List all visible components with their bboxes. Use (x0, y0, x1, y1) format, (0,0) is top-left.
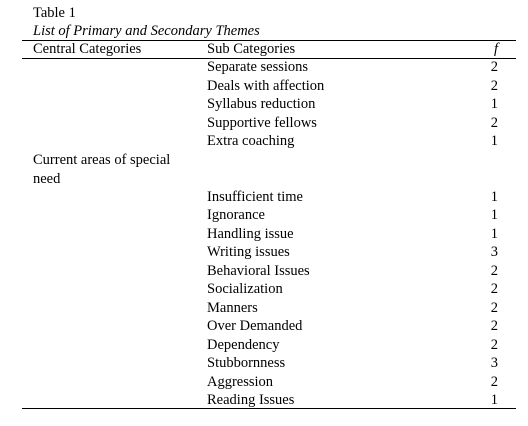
table-row (0, 391, 528, 410)
cell-sub-category: Aggression (207, 373, 274, 390)
cell-frequency: 2 (490, 299, 498, 316)
cell-frequency: 2 (490, 336, 498, 353)
table-row (0, 317, 528, 336)
table-row (0, 336, 528, 355)
cell-frequency: 2 (490, 318, 498, 334)
table-row (0, 299, 528, 318)
cell-frequency: 3 (490, 244, 498, 260)
cell-sub-category: Writing issues (207, 244, 290, 260)
table-label: Table 1 (33, 5, 76, 21)
central-category-line: Current areas of special (33, 152, 171, 168)
table-row (0, 151, 528, 170)
cell-frequency: 2 (490, 114, 498, 131)
table-row (0, 95, 528, 114)
table-bottom-rule (22, 408, 516, 409)
table-row (0, 169, 528, 188)
header-frequency: f (493, 41, 498, 57)
cell-sub-category: Supportive fellows (207, 114, 317, 131)
table-row (0, 262, 528, 281)
cell-frequency: 1 (490, 96, 498, 112)
cell-sub-category: Ignorance (207, 207, 265, 223)
table-row (0, 354, 528, 373)
cell-frequency: 2 (490, 262, 498, 279)
table-row (0, 243, 528, 262)
central-category-line: need (33, 170, 61, 187)
table-row (0, 114, 528, 133)
table-row (0, 373, 528, 392)
cell-sub-category: Extra coaching (207, 133, 295, 149)
table-row (0, 225, 528, 244)
cell-frequency: 2 (490, 77, 498, 94)
cell-sub-category: Insufficient time (207, 188, 303, 205)
table-row (0, 280, 528, 299)
cell-frequency: 1 (490, 207, 498, 223)
table-title: List of Primary and Secondary Themes (33, 23, 260, 39)
cell-sub-category: Dependency (207, 336, 280, 353)
cell-sub-category: Stubbornness (207, 355, 286, 371)
cell-frequency: 3 (490, 355, 498, 371)
table-row (0, 206, 528, 225)
cell-frequency: 2 (490, 59, 498, 75)
table-row (0, 58, 528, 77)
cell-sub-category: Behavioral Issues (207, 262, 310, 279)
cell-frequency: 1 (490, 188, 498, 205)
cell-sub-category: Socialization (207, 281, 283, 297)
cell-sub-category: Reading Issues (207, 392, 295, 408)
table-row (0, 188, 528, 207)
cell-frequency: 1 (490, 392, 498, 408)
table-row (0, 132, 528, 151)
cell-frequency: 1 (490, 133, 498, 149)
cell-frequency: 1 (490, 225, 498, 242)
header-central-categories: Central Categories (33, 41, 142, 57)
cell-sub-category: Deals with affection (207, 77, 325, 94)
cell-sub-category: Handling issue (207, 225, 294, 242)
cell-sub-category: Syllabus reduction (207, 96, 316, 112)
cell-frequency: 2 (490, 281, 498, 297)
cell-frequency: 2 (490, 373, 498, 390)
table-row (0, 77, 528, 96)
cell-sub-category: Separate sessions (207, 59, 309, 75)
header-sub-categories: Sub Categories (207, 41, 296, 57)
cell-sub-category: Manners (207, 299, 258, 316)
cell-sub-category: Over Demanded (207, 318, 303, 334)
